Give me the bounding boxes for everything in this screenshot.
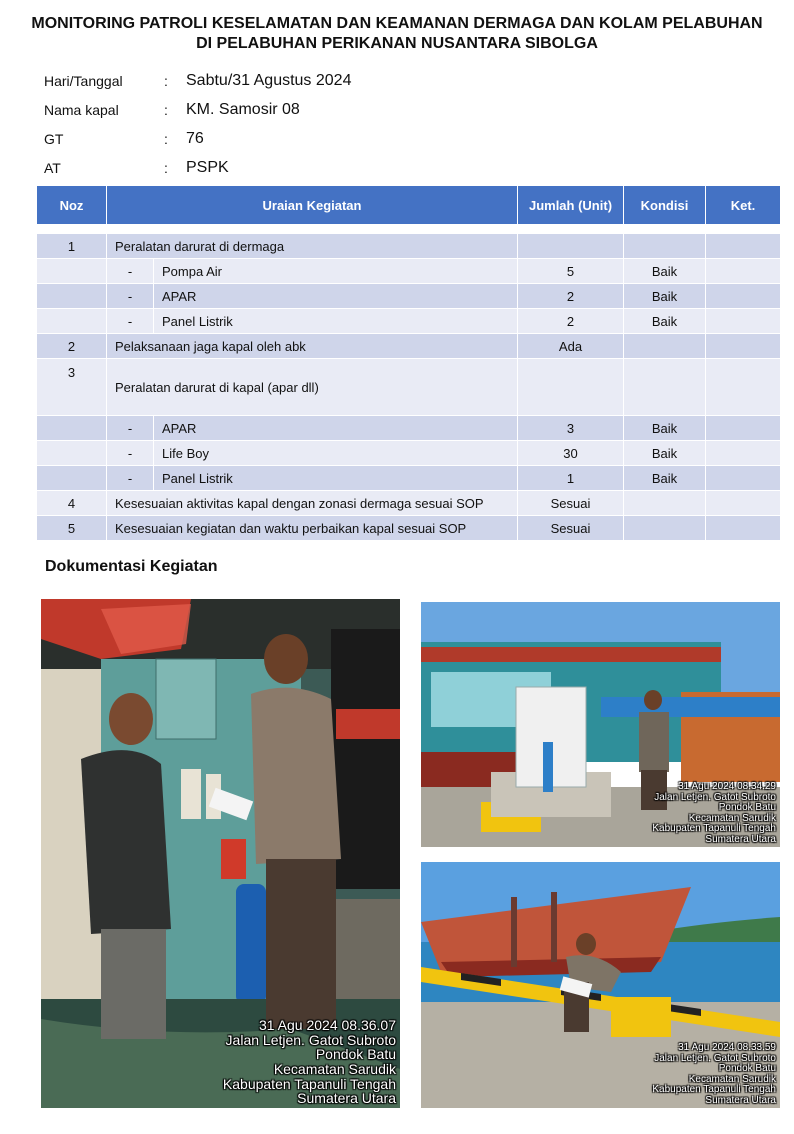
cell-item: Life Boy [153, 441, 517, 465]
cell-dash: - [127, 263, 133, 279]
table-spacer [37, 225, 781, 234]
cell-kondisi [624, 234, 706, 259]
cell-kondisi [624, 359, 706, 416]
info-value: Sabtu/31 Agustus 2024 [186, 71, 352, 89]
table-row [37, 359, 781, 416]
cell-dash: - [127, 288, 133, 304]
info-colon: : [164, 130, 168, 147]
cell-uraian: Pelaksanaan jaga kapal oleh abk [107, 334, 518, 359]
info-row-ship-name [44, 95, 544, 124]
cell-jumlah [518, 359, 624, 416]
cell-jumlah [518, 234, 624, 259]
header-uraian: Uraian Kegiatan [107, 186, 518, 225]
stamp-line: Sumatera Utara [297, 1090, 396, 1107]
info-label: AT [44, 159, 61, 176]
info-colon: : [164, 101, 168, 118]
stamp-line: Jalan Letjen. Gatot Subroto [654, 791, 776, 803]
cell-item: APAR [153, 416, 517, 440]
cell-item: APAR [153, 284, 517, 308]
info-label: Nama kapal [44, 101, 119, 118]
cell-dash: - [127, 470, 133, 486]
stamp-line: Kabupaten Tapanuli Tengah [652, 1084, 776, 1095]
photo-stamp [652, 782, 776, 845]
photo-pier [421, 862, 780, 1108]
stamp-line: Kecamatan Sarudik [273, 1060, 396, 1077]
cell-kondisi [624, 516, 706, 541]
info-value: KM. Samosir 08 [186, 100, 300, 118]
cell-kondisi: Baik [624, 416, 706, 441]
cell-no [37, 441, 107, 466]
cell-kondisi: Baik [624, 466, 706, 491]
cell-no: 2 [37, 334, 107, 359]
cell-jumlah: 2 [518, 309, 624, 334]
cell-kondisi: Baik [624, 441, 706, 466]
stamp-line: Kecamatan Sarudik [688, 812, 776, 824]
stamp-line: Kecamatan Sarudik [688, 1073, 776, 1085]
cell-kondisi: Baik [624, 259, 706, 284]
stamp-line: 31 Agu 2024 08.33.59 [678, 1042, 776, 1053]
photo-engine-room [41, 599, 400, 1108]
info-label: Hari/Tanggal [44, 72, 123, 89]
stamp-line: Pondok Batu [718, 1063, 776, 1074]
cell-dash: - [127, 313, 133, 329]
cell-jumlah: 2 [518, 284, 624, 309]
header-no: Noz [37, 186, 107, 225]
cell-no: 1 [37, 234, 107, 259]
table-row [37, 516, 781, 541]
photo-stamp [652, 1043, 776, 1106]
table-row [37, 234, 781, 259]
cell-jumlah: Sesuai [518, 516, 624, 541]
cell-kondisi [624, 334, 706, 359]
info-value: 76 [186, 129, 204, 147]
cell-ket [706, 441, 781, 466]
table-header-row [37, 186, 781, 225]
info-row-gt [44, 124, 544, 153]
stamp-line: Pondok Batu [718, 802, 776, 813]
stamp-line: Jalan Letjen. Gatot Subroto [654, 1052, 776, 1064]
cell-no: 3 [37, 359, 107, 416]
cell-jumlah: Ada [518, 334, 624, 359]
cell-ket [706, 234, 781, 259]
cell-item: Panel Listrik [153, 309, 517, 333]
cell-ket [706, 416, 781, 441]
cell-dash: - [127, 445, 133, 461]
documentation-heading: Dokumentasi Kegiatan [45, 558, 218, 575]
cell-no: 4 [37, 491, 107, 516]
stamp-line: 31 Agu 2024 08.34.29 [678, 781, 776, 792]
cell-no [37, 309, 107, 334]
table-row [37, 309, 781, 334]
cell-kondisi: Baik [624, 284, 706, 309]
cell-jumlah: Sesuai [518, 491, 624, 516]
cell-no [37, 416, 107, 441]
cell-no [37, 284, 107, 309]
cell-ket [706, 466, 781, 491]
table-row [37, 259, 781, 284]
cell-jumlah: 1 [518, 466, 624, 491]
cell-uraian [107, 259, 518, 284]
cell-no [37, 466, 107, 491]
cell-uraian [107, 284, 518, 309]
info-block [44, 66, 544, 182]
cell-uraian: Peralatan darurat di dermaga [107, 234, 518, 259]
cell-ket [706, 284, 781, 309]
title-line-2: DI PELABUHAN PERIKANAN NUSANTARA SIBOLGA [196, 35, 598, 52]
info-row-date [44, 66, 544, 95]
stamp-line: Sumatera Utara [705, 1094, 776, 1106]
cell-no: 5 [37, 516, 107, 541]
cell-no [37, 259, 107, 284]
cell-kondisi: Baik [624, 309, 706, 334]
cell-ket [706, 259, 781, 284]
cell-uraian: Kesesuaian kegiatan dan waktu perbaikan kapal sesuai SOP [107, 516, 518, 541]
cell-uraian [107, 466, 518, 491]
info-label: GT [44, 130, 64, 147]
activity-table [36, 185, 781, 541]
cell-item: Panel Listrik [153, 466, 517, 490]
cell-ket [706, 309, 781, 334]
stamp-line: Pondok Batu [315, 1046, 396, 1063]
cell-uraian [107, 441, 518, 466]
cell-dash: - [127, 420, 133, 436]
cell-ket [706, 491, 781, 516]
header-jumlah: Jumlah (Unit) [518, 186, 624, 225]
cell-ket [706, 334, 781, 359]
info-colon: : [164, 72, 168, 89]
table-row [37, 491, 781, 516]
stamp-line: Sumatera Utara [705, 833, 776, 845]
table-row [37, 416, 781, 441]
cell-ket [706, 516, 781, 541]
cell-uraian [107, 309, 518, 334]
table-row [37, 441, 781, 466]
info-row-at [44, 153, 544, 182]
header-ket: Ket. [706, 186, 781, 225]
cell-uraian [107, 416, 518, 441]
cell-uraian: Peralatan darurat di kapal (apar dll) [107, 359, 518, 416]
table-row [37, 334, 781, 359]
cell-jumlah: 30 [518, 441, 624, 466]
stamp-line: Jalan Letjen. Gatot Subroto [225, 1031, 396, 1048]
info-colon: : [164, 159, 168, 176]
cell-uraian: Kesesuaian aktivitas kapal dengan zonasi dermaga sesuai SOP [107, 491, 518, 516]
header-kondisi: Kondisi [624, 186, 706, 225]
stamp-line: Kabupaten Tapanuli Tengah [222, 1075, 396, 1092]
photo-dock-station [421, 602, 780, 847]
stamp-line: 31 Agu 2024 08.36.07 [258, 1016, 396, 1033]
table-row [37, 466, 781, 491]
stamp-line: Kabupaten Tapanuli Tengah [652, 823, 776, 834]
title-line-1: MONITORING PATROLI KESELAMATAN DAN KEAMANAN DERMAGA DAN KOLAM PELABUHAN [31, 15, 763, 32]
photo-stamp [223, 1018, 396, 1106]
info-value: PSPK [186, 158, 229, 176]
cell-ket [706, 359, 781, 416]
table-row [37, 284, 781, 309]
cell-jumlah: 3 [518, 416, 624, 441]
cell-item: Pompa Air [153, 259, 517, 283]
cell-kondisi [624, 491, 706, 516]
cell-jumlah: 5 [518, 259, 624, 284]
document-title [0, 14, 794, 54]
